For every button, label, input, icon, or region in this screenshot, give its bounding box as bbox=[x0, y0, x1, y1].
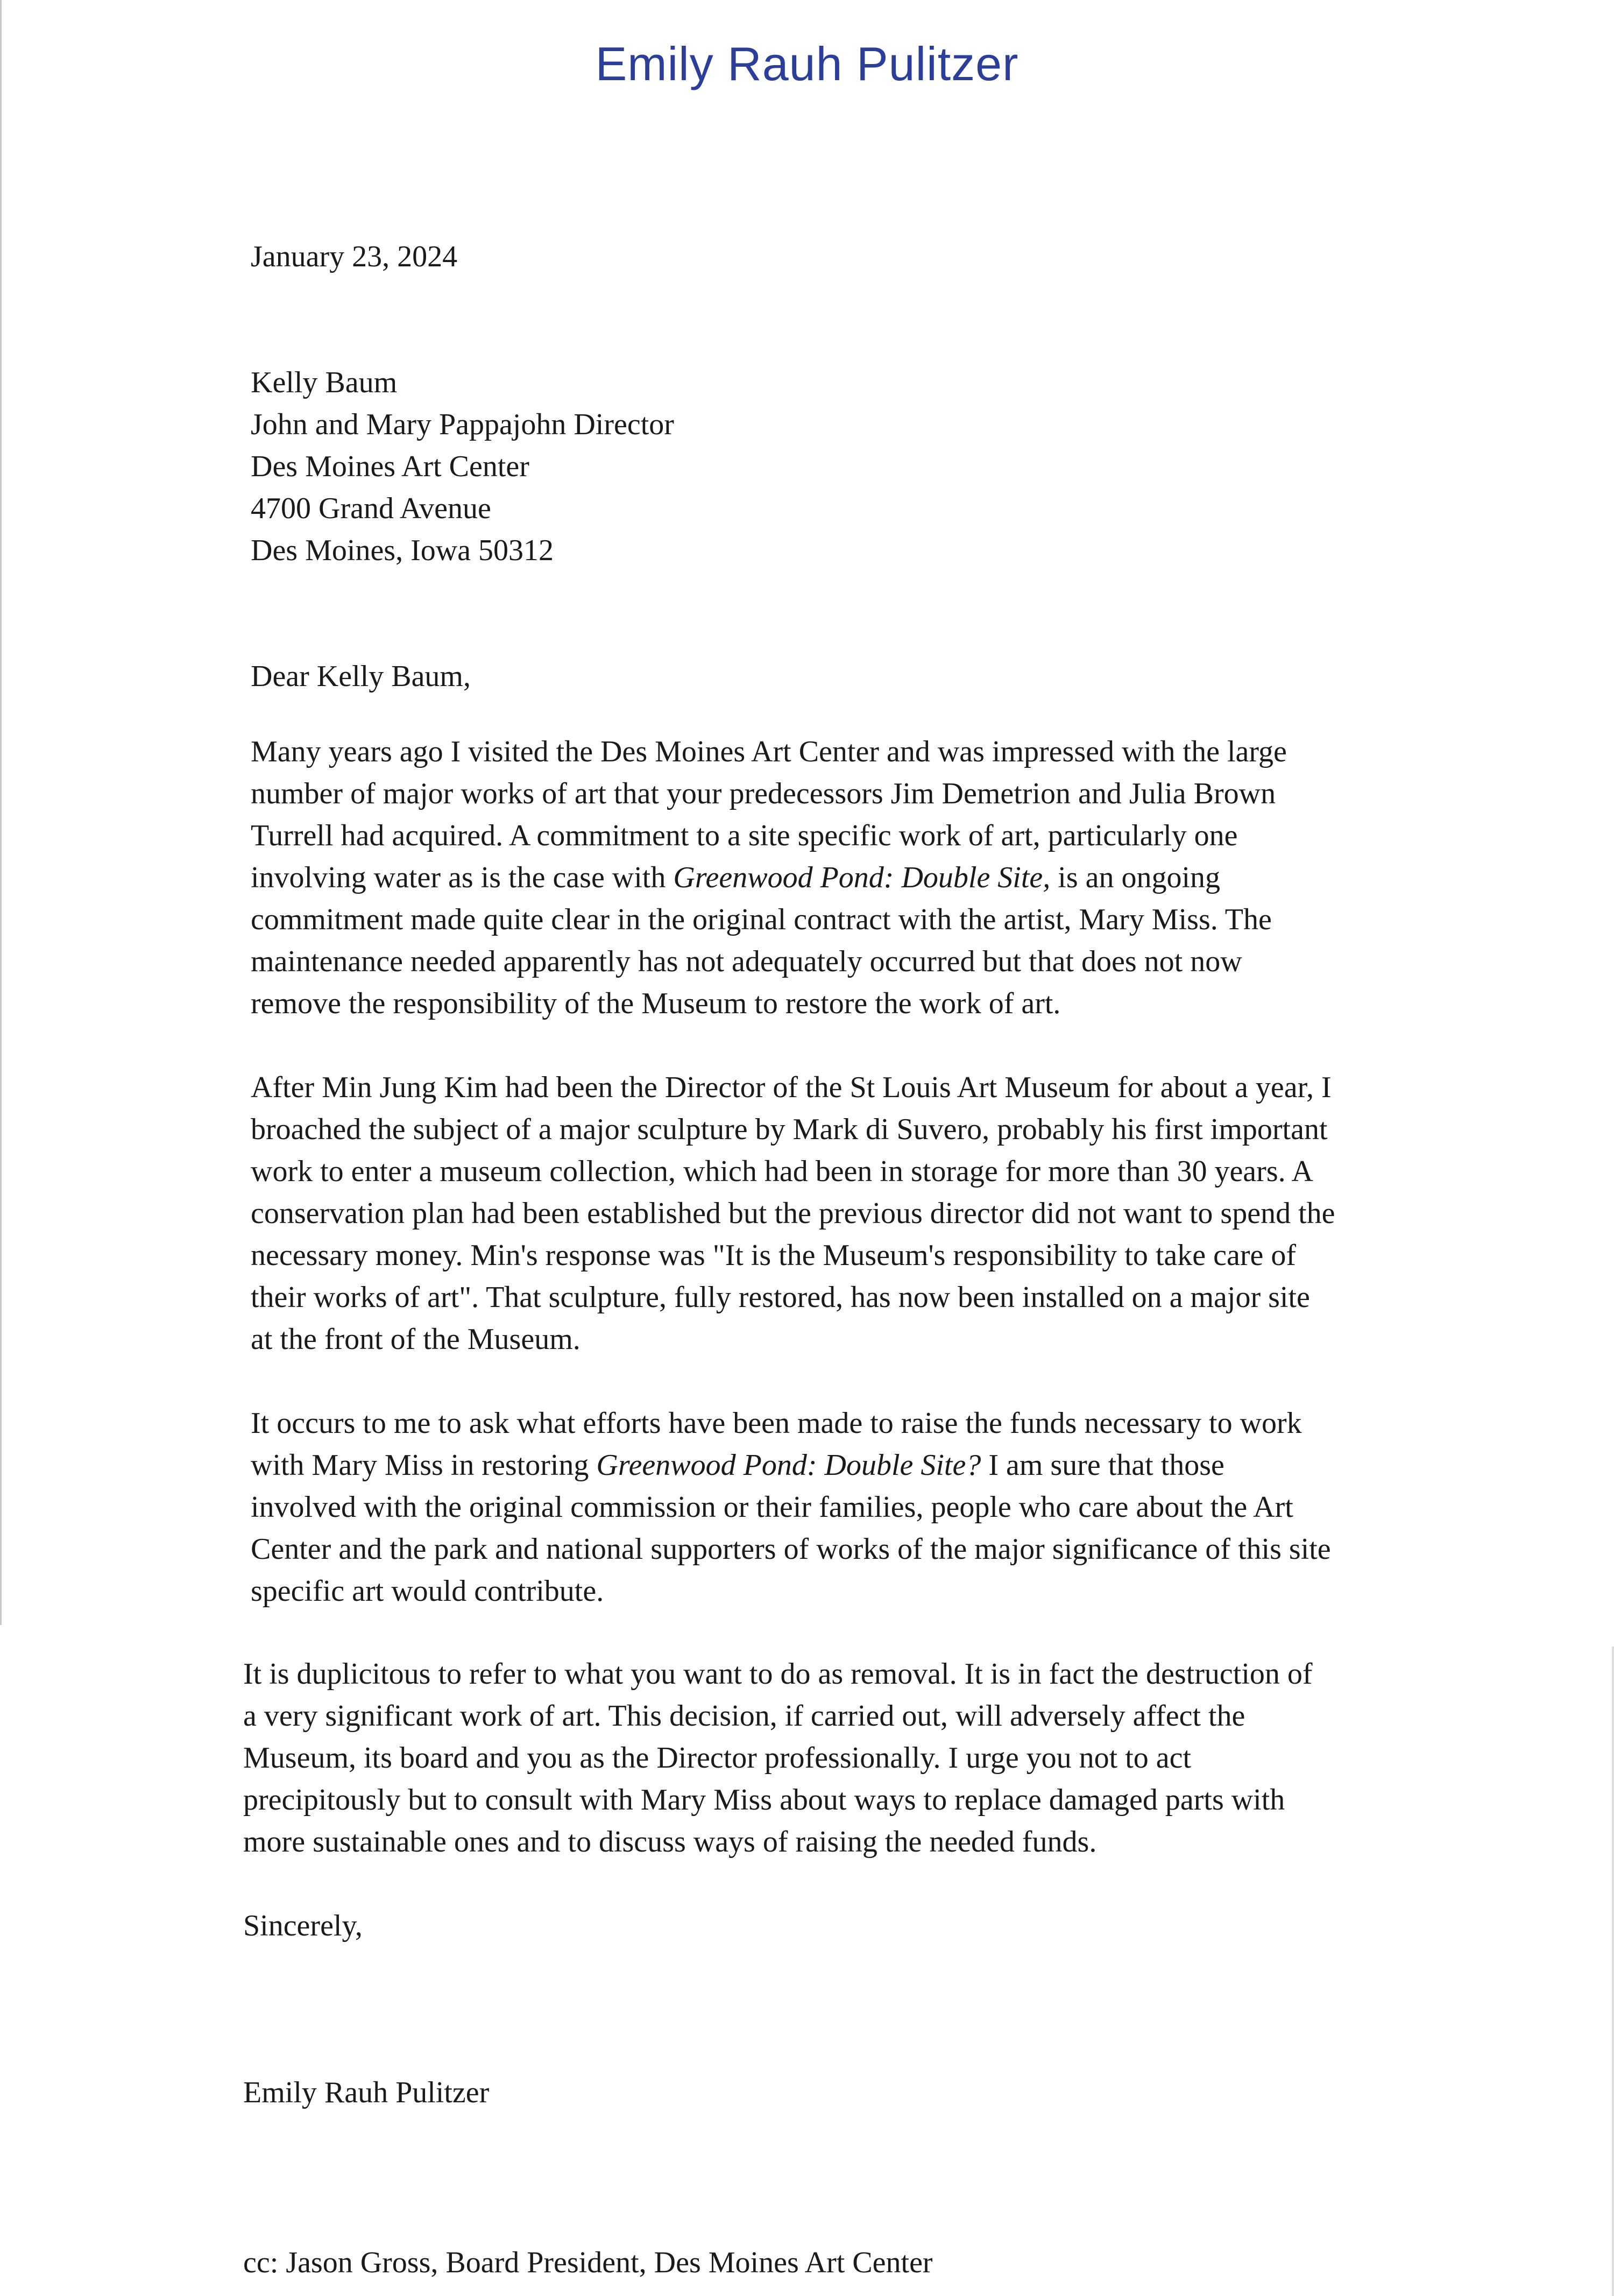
paragraph-line: After Min Jung Kim had been the Director of the St Louis Art Museum for about a year, I bbox=[251, 1071, 1332, 1104]
artwork-title: Greenwood Pond: Double Site? bbox=[596, 1449, 981, 1482]
closing: Sincerely, bbox=[243, 1909, 363, 1942]
paragraph-line: their works of art". That sculpture, fully restored, has now been installed on a major site bbox=[251, 1281, 1310, 1314]
paragraph-line bbox=[251, 1444, 1397, 1486]
letterhead-name: Emily Rauh Pulitzer bbox=[595, 37, 1019, 90]
paragraph-line: It is duplicitous to refer to what you want to do as removal. It is in fact the destruction of bbox=[243, 1657, 1313, 1691]
paragraph-line: commitment made quite clear in the original contract with the artist, Mary Miss. The bbox=[251, 903, 1272, 936]
paragraph-line: Turrell had acquired. A commitment to a site specific work of art, particularly one bbox=[251, 819, 1238, 852]
scan-left-edge bbox=[0, 0, 2, 1625]
paragraph-line: specific art would contribute. bbox=[251, 1574, 604, 1608]
scan-right-edge bbox=[1612, 1647, 1614, 2296]
text-run: with Mary Miss in restoring bbox=[251, 1449, 597, 1482]
text-run: is an ongoing bbox=[1050, 861, 1221, 894]
paragraph-1 bbox=[251, 731, 1397, 1025]
recipient-name: Kelly Baum bbox=[251, 366, 398, 399]
paragraph-line: at the front of the Museum. bbox=[251, 1323, 581, 1356]
paragraph-line: It occurs to me to ask what efforts have been made to raise the funds necessary to work bbox=[251, 1407, 1302, 1440]
recipient-city: Des Moines, Iowa 50312 bbox=[251, 534, 554, 567]
paragraph-line: more sustainable ones and to discuss ways of raising the needed funds. bbox=[243, 1825, 1097, 1859]
paragraph-line: a very significant work of art. This decision, if carried out, will adversely affect the bbox=[243, 1699, 1245, 1733]
text-run: I am sure that those bbox=[981, 1449, 1224, 1482]
recipient-street: 4700 Grand Avenue bbox=[251, 492, 491, 525]
paragraph-line: necessary money. Min's response was "It is the Museum's responsibility to take care of bbox=[251, 1239, 1296, 1272]
paragraph-2 bbox=[251, 1066, 1397, 1360]
recipient-title: John and Mary Pappajohn Director bbox=[251, 408, 674, 441]
paragraph-4 bbox=[243, 1653, 1397, 1863]
paragraph-line bbox=[251, 857, 1397, 899]
paragraph-line: work to enter a museum collection, which had been in storage for more than 30 years. A bbox=[251, 1155, 1313, 1188]
paragraph-line: conservation plan had been established but the previous director did not want to spend the bbox=[251, 1197, 1335, 1230]
paragraph-3 bbox=[251, 1402, 1397, 1612]
salutation: Dear Kelly Baum, bbox=[251, 660, 471, 693]
cc-line: cc: Jason Gross, Board President, Des Moines Art Center bbox=[243, 2246, 933, 2279]
paragraph-line: maintenance needed apparently has not adequately occurred but that does not now bbox=[251, 945, 1242, 978]
paragraph-line: Museum, its board and you as the Director professionally. I urge you not to act bbox=[243, 1741, 1192, 1775]
paragraph-line: Many years ago I visited the Des Moines Art Center and was impressed with the large bbox=[251, 735, 1287, 768]
paragraph-line: broached the subject of a major sculpture by Mark di Suvero, probably his first important bbox=[251, 1113, 1328, 1146]
paragraph-line: involved with the original commission or their families, people who care about the Art bbox=[251, 1490, 1293, 1524]
recipient-address bbox=[251, 362, 1397, 571]
text-run: involving water as is the case with bbox=[251, 861, 674, 894]
paragraph-line: number of major works of art that your predecessors Jim Demetrion and Julia Brown bbox=[251, 777, 1276, 810]
recipient-organization: Des Moines Art Center bbox=[251, 450, 529, 483]
paragraph-line: precipitously but to consult with Mary Miss about ways to replace damaged parts with bbox=[243, 1783, 1285, 1817]
signature-name: Emily Rauh Pulitzer bbox=[243, 2076, 490, 2109]
artwork-title: Greenwood Pond: Double Site, bbox=[673, 861, 1051, 894]
letter-date: January 23, 2024 bbox=[251, 240, 458, 273]
paragraph-line: remove the responsibility of the Museum to restore the work of art. bbox=[251, 987, 1061, 1020]
paragraph-line: Center and the park and national supporters of works of the major significance of this site bbox=[251, 1532, 1331, 1566]
